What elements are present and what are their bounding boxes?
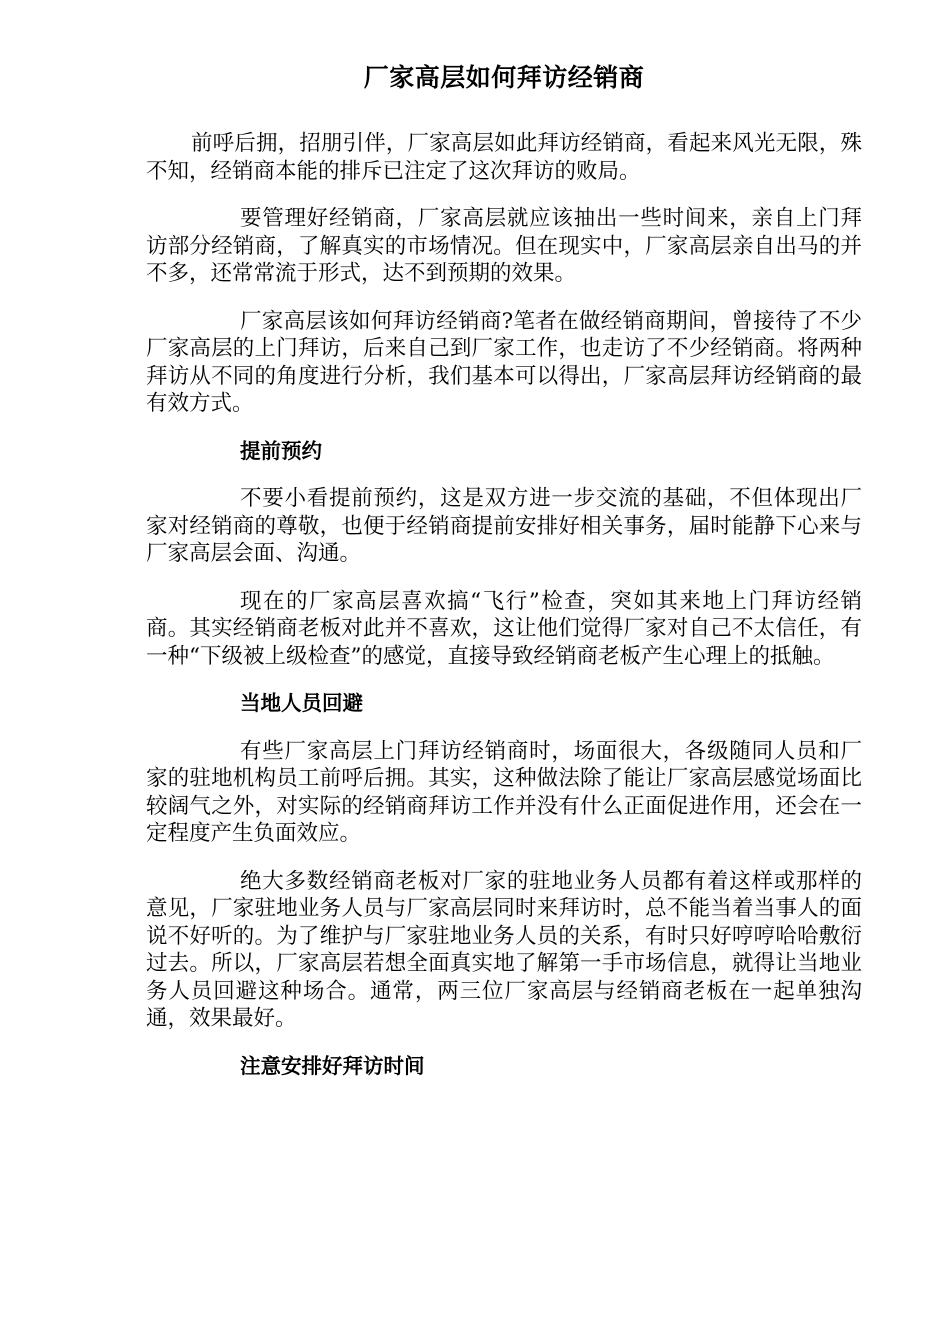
body-paragraph-5: 有些厂家高层上门拜访经销商时，场面很大，各级随同人员和厂家的驻地机构员工前呼后拥。其实，这种做法除了能让厂家高层感觉场面比较阔气之外，对实际的经销商拜访工作并没有什么正面促进作用，还会在一定程度产生负面效应。 — [146, 738, 862, 846]
document-page — [146, 60, 862, 1100]
section-heading-visit-timing: 注意安排好拜访时间 — [240, 1053, 425, 1078]
section-heading-local-staff-avoid: 当地人员回避 — [240, 691, 363, 715]
intro-paragraph: 前呼后拥，招朋引伴，厂家高层如此拜访经销商，看起来风光无限，殊不知，经销商本能的排斥已注定了这次拜访的败局。 — [146, 131, 862, 184]
body-paragraph-2: 厂家高层该如何拜访经销商?笔者在做经销商期间，曾接待了不少厂家高层的上门拜访，后来自己到厂家工作，也走访了不少经销商。将两种拜访从不同的角度进行分析，我们基本可以得出，厂家高层拜访经销商的最有效方式。 — [146, 308, 862, 416]
body-paragraph-3: 不要小看提前预约，这是双方进一步交流的基础，不但体现出厂家对经销商的尊敬，也便于经销商提前安排好相关事务，届时能静下心来与厂家高层会面、沟通。 — [146, 486, 862, 566]
body-paragraph-1: 要管理好经销商，厂家高层就应该抽出一些时间来，亲自上门拜访部分经销商，了解真实的市场情况。但在现实中，厂家高层亲自出马的并不多，还常常流于形式，达不到预期的效果。 — [146, 206, 862, 286]
document-title: 厂家高层如何拜访经销商 — [363, 63, 645, 92]
body-paragraph-6: 绝大多数经销商老板对厂家的驻地业务人员都有着这样或那样的意见，厂家驻地业务人员与厂家高层同时来拜访时，总不能当着当事人的面说不好听的。为了维护与厂家驻地业务人员的关系，有时只好哼哼哈哈敷衍过去。所以，厂家高层若想全面真实地了解第一手市场信息，就得让当地业务人员回避这种场合。通常，两三位厂家高层与经销商老板在一起单独沟通，效果最好。 — [146, 868, 862, 1031]
section-heading-advance-appointment: 提前预约 — [240, 438, 322, 463]
body-paragraph-4: 现在的厂家高层喜欢搞“飞行”检查，突如其来地上门拜访经销商。其实经销商老板对此并不喜欢，这让他们觉得厂家对自己不太信任，有一种“下级被上级检查”的感觉，直接导致经销商老板产生心理上的抵触。 — [146, 588, 862, 669]
